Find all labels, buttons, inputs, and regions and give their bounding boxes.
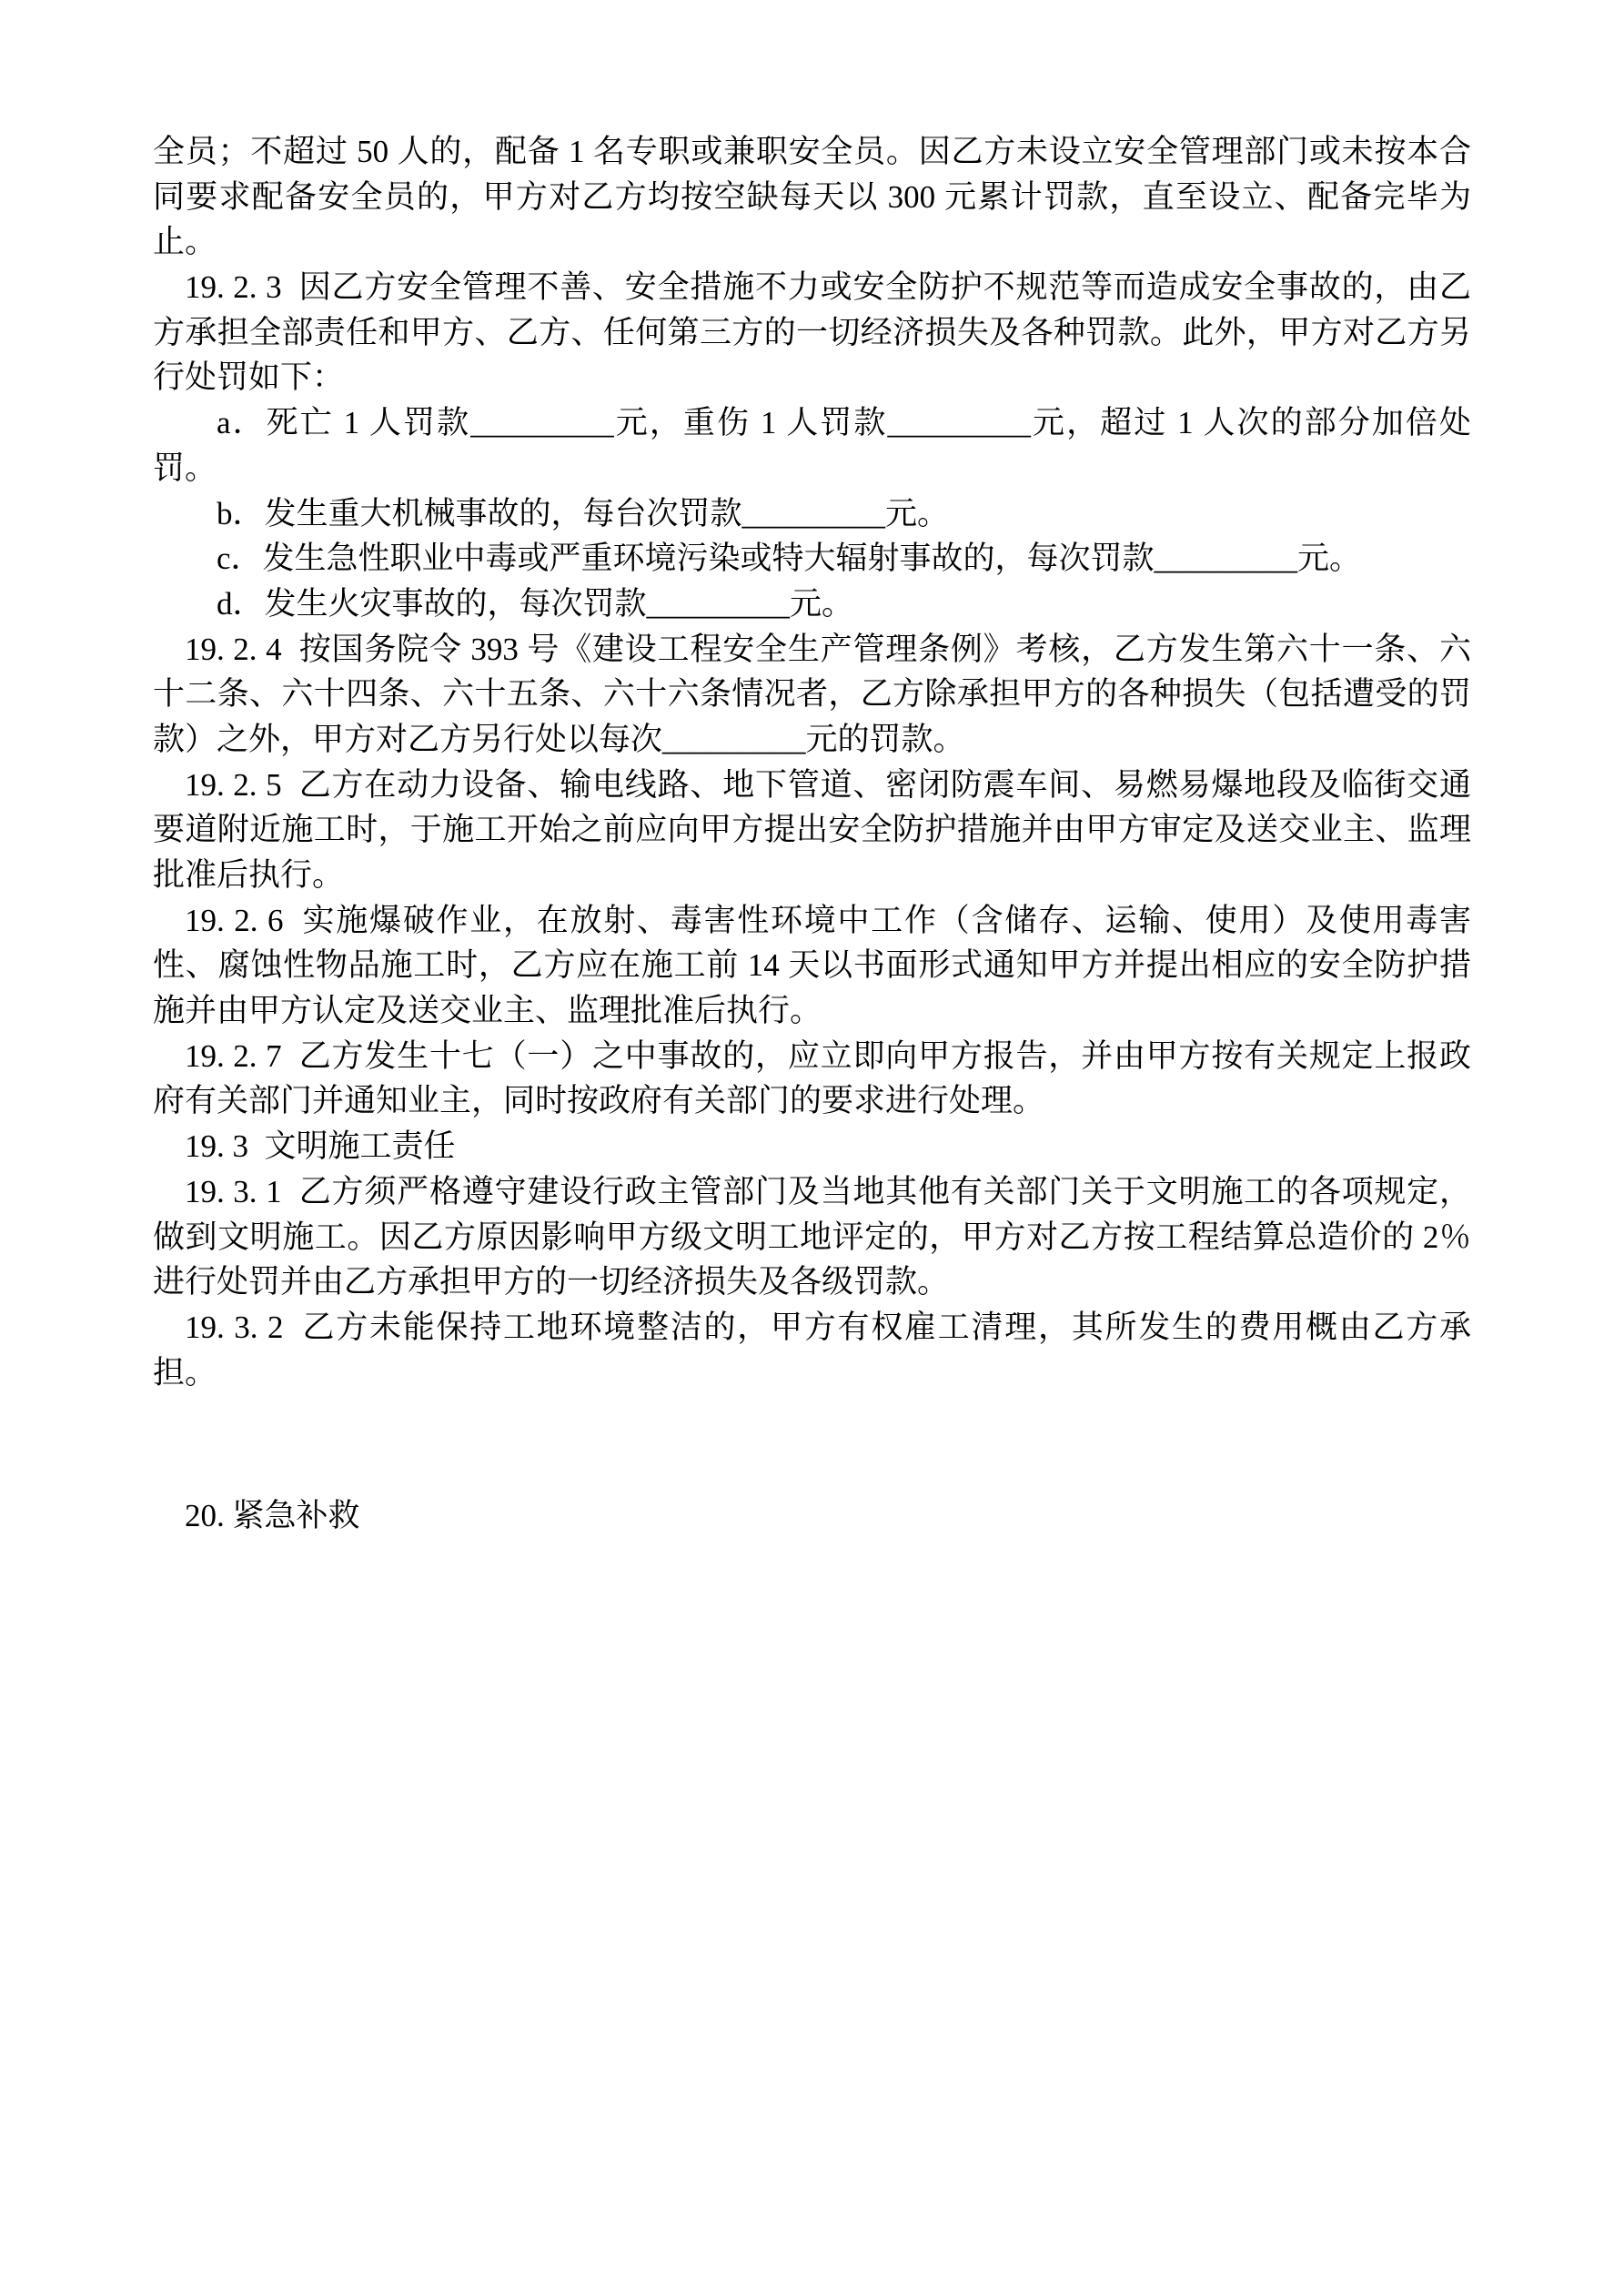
clause-19-3-1: 19. 3. 1 乙方须严格遵守建设行政主管部门及当地其他有关部门关于文明施工的各项规定，做到文明施工。因乙方原因影响甲方级文明工地评定的，甲方对乙方按工程结算总造价的 2％进行处罚并由乙方承担甲方的一切经济损失及各级罚款。 <box>153 1173 1471 1300</box>
clause-item-b-machinery-accident-fine: b．发生重大机械事故的，每台次罚款_________元。 <box>217 495 950 531</box>
clause-20-heading: 20. 紧急补救 <box>185 1498 360 1534</box>
clause-19-3-2: 19. 3. 2 乙方未能保持工地环境整洁的，甲方有权雇工清理，其所发生的费用概由乙方承担。 <box>153 1309 1471 1391</box>
clause-19-2-6: 19. 2. 6 实施爆破作业，在放射、毒害性环境中工作（含储存、运输、使用）及使用毒害性、腐蚀性物品施工时，乙方应在施工前 14 天以书面形式通知甲方并提出相应的安全防护措施并由甲方认定及送交业主、监理批准后执行。 <box>153 902 1471 1029</box>
clause-19-2-7: 19. 2. 7 乙方发生十七（一）之中事故的，应立即向甲方报告，并由甲方按有关规定上报政府有关部门并通知业主，同时按政府有关部门的要求进行处理。 <box>153 1037 1471 1119</box>
clause-19-3-heading: 19. 3 文明施工责任 <box>185 1128 456 1165</box>
clause-19-2-3: 19. 2. 3 因乙方安全管理不善、安全措施不力或安全防护不规范等而造成安全事故的，由乙方承担全部责任和甲方、乙方、任何第三方的一切经济损失及各种罚款。此外，甲方对乙方另行处罚如下： <box>153 269 1471 396</box>
clause-item-d-fire-accident-fine: d．发生火灾事故的，每次罚款_________元。 <box>217 585 854 622</box>
clause-19-2-4: 19. 2. 4 按国务院令 393 号《建设工程安全生产管理条例》考核，乙方发生第六十一条、六十二条、六十四条、六十五条、六十六条情况者，乙方除承担甲方的各种损失（包括遭受的罚款）之外，甲方对乙方另行处以每次_________元的罚款。 <box>153 631 1471 757</box>
paragraph-continuation-safety-officer: 全员；不超过 50 人的，配备 1 名专职或兼职安全员。因乙方未设立安全管理部门或未按本合同要求配备安全员的，甲方对乙方均按空缺每天以 300 元累计罚款，直至设立、配备完毕为止。 <box>153 134 1471 260</box>
clause-19-2-5: 19. 2. 5 乙方在动力设备、输电线路、地下管道、密闭防震车间、易燃易爆地段及临街交通要道附近施工时，于施工开始之前应向甲方提出安全防护措施并由甲方审定及送交业主、监理批准后执行。 <box>153 766 1471 893</box>
clause-item-c-poisoning-pollution-fine: c．发生急性职业中毒或严重环境污染或特大辐射事故的，每次罚款_________元。 <box>217 541 1362 577</box>
clause-item-a-death-injury-fine: a．死亡 1 人罚款_________元，重伤 1 人罚款_________元，超过 1 人次的部分加倍处罚。 <box>153 405 1471 486</box>
